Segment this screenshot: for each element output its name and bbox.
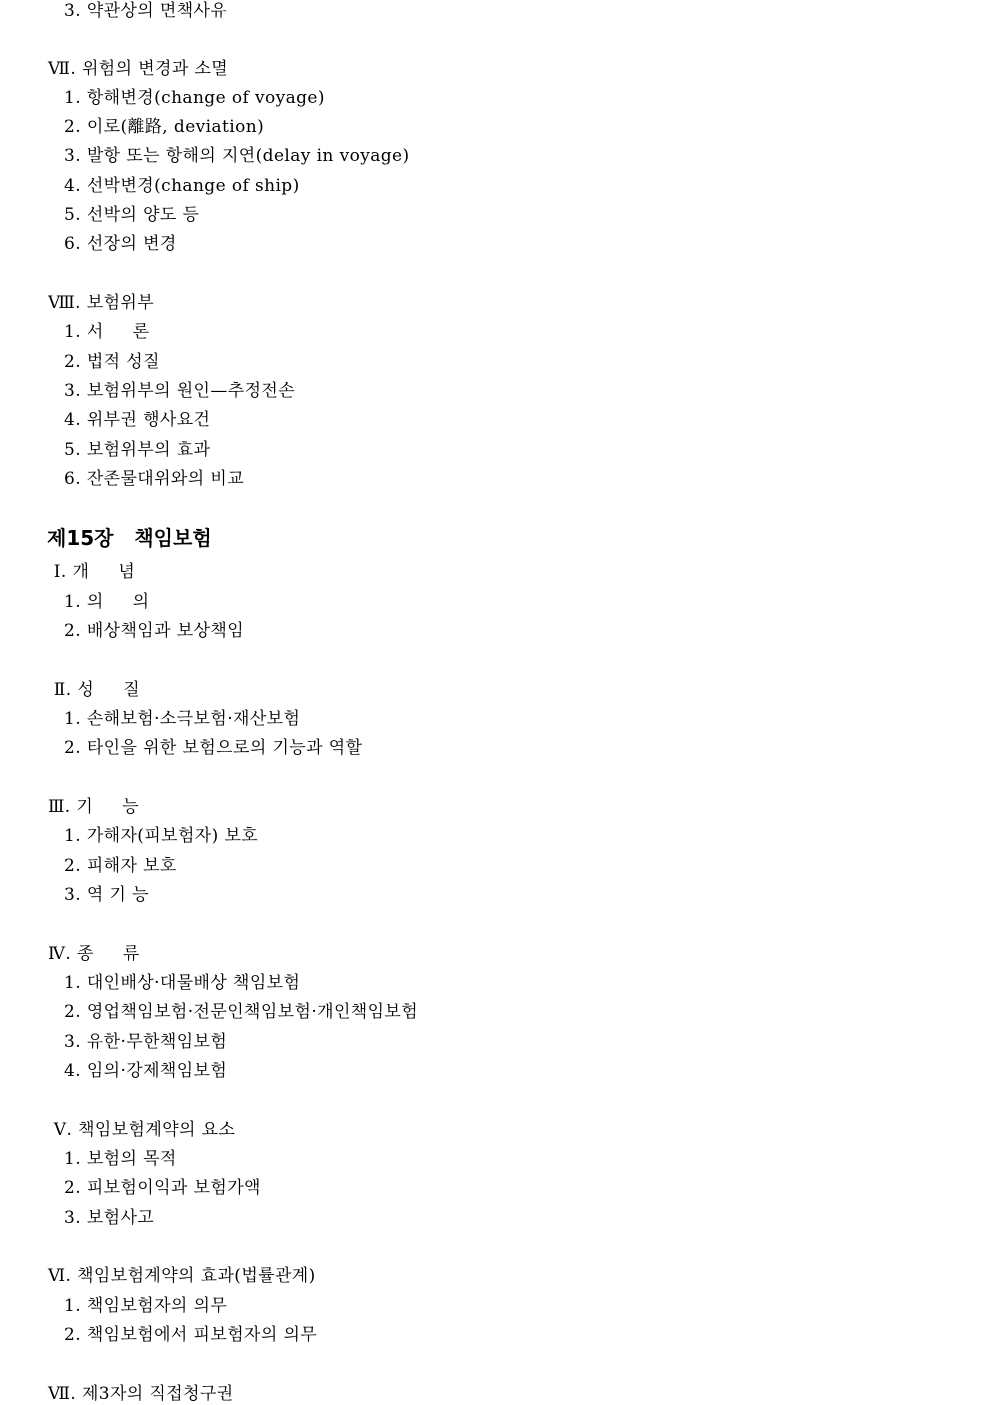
section-heading: Ⅷ. 보험위부: [48, 293, 155, 313]
outline-item: 1. 손해보험·소극보험·재산보험: [64, 709, 301, 729]
outline-item: 4. 선박변경(change of ship): [64, 176, 300, 196]
outline-item: 3. 유한·무한책임보험: [64, 1032, 228, 1052]
outline-item: 2. 이로(離路, deviation): [64, 117, 265, 137]
outline-item: 1. 대인배상·대물배상 책임보험: [64, 973, 301, 993]
section-heading: Ⅶ. 제3자의 직접청구권: [48, 1384, 234, 1404]
outline-item: 5. 선박의 양도 등: [64, 205, 200, 225]
outline-item: 2. 법적 성질: [64, 352, 160, 372]
outline-item: 1. 의 의: [64, 592, 150, 612]
outline-item: 1. 가해자(피보험자) 보호: [64, 826, 259, 846]
outline-item: 2. 책임보험에서 피보험자의 의무: [64, 1325, 318, 1345]
outline-item: 1. 서 론: [64, 322, 150, 342]
outline-item: 2. 피해자 보호: [64, 856, 177, 876]
outline-item: 2. 배상책임과 보상책임: [64, 621, 245, 641]
section-heading: Ⅵ. 책임보험계약의 효과(법률관계): [48, 1266, 316, 1286]
section-heading: Ⅲ. 기 능: [48, 797, 140, 817]
section-heading: Ⅱ. 성 질: [48, 680, 141, 700]
outline-item: 4. 위부권 행사요건: [64, 410, 211, 430]
section-heading: Ⅶ. 위험의 변경과 소멸: [48, 59, 229, 79]
outline-item: 3. 약관상의 면책사유: [64, 1, 228, 21]
outline-item: 1. 책임보험자의 의무: [64, 1296, 228, 1316]
outline-item: 2. 영업책임보험·전문인책임보험·개인책임보험: [64, 1002, 419, 1022]
outline-item: 5. 보험위부의 효과: [64, 440, 211, 460]
outline-item: 6. 잔존물대위와의 비교: [64, 469, 245, 489]
outline-item: 6. 선장의 변경: [64, 234, 177, 254]
outline-item: 1. 항해변경(change of voyage): [64, 88, 325, 108]
outline-item: 3. 발항 또는 항해의 지연(delay in voyage): [64, 146, 410, 166]
outline-item: 2. 피보험이익과 보험가액: [64, 1178, 261, 1198]
section-heading: Ⅴ. 책임보험계약의 요소: [48, 1120, 236, 1140]
section-heading: Ⅰ. 개 념: [48, 562, 136, 582]
chapter-title: 제15장 책임보험: [47, 526, 212, 550]
outline-item: 3. 보험위부의 원인—추정전손: [64, 381, 296, 401]
outline-item: 3. 역 기 능: [64, 885, 149, 905]
outline-item: 3. 보험사고: [64, 1208, 155, 1228]
outline-item: 1. 보험의 목적: [64, 1149, 177, 1169]
outline-item: 2. 타인을 위한 보험으로의 기능과 역할: [64, 738, 363, 758]
section-heading: Ⅳ. 종 류: [48, 944, 140, 964]
outline-item: 4. 임의·강제책임보험: [64, 1061, 228, 1081]
